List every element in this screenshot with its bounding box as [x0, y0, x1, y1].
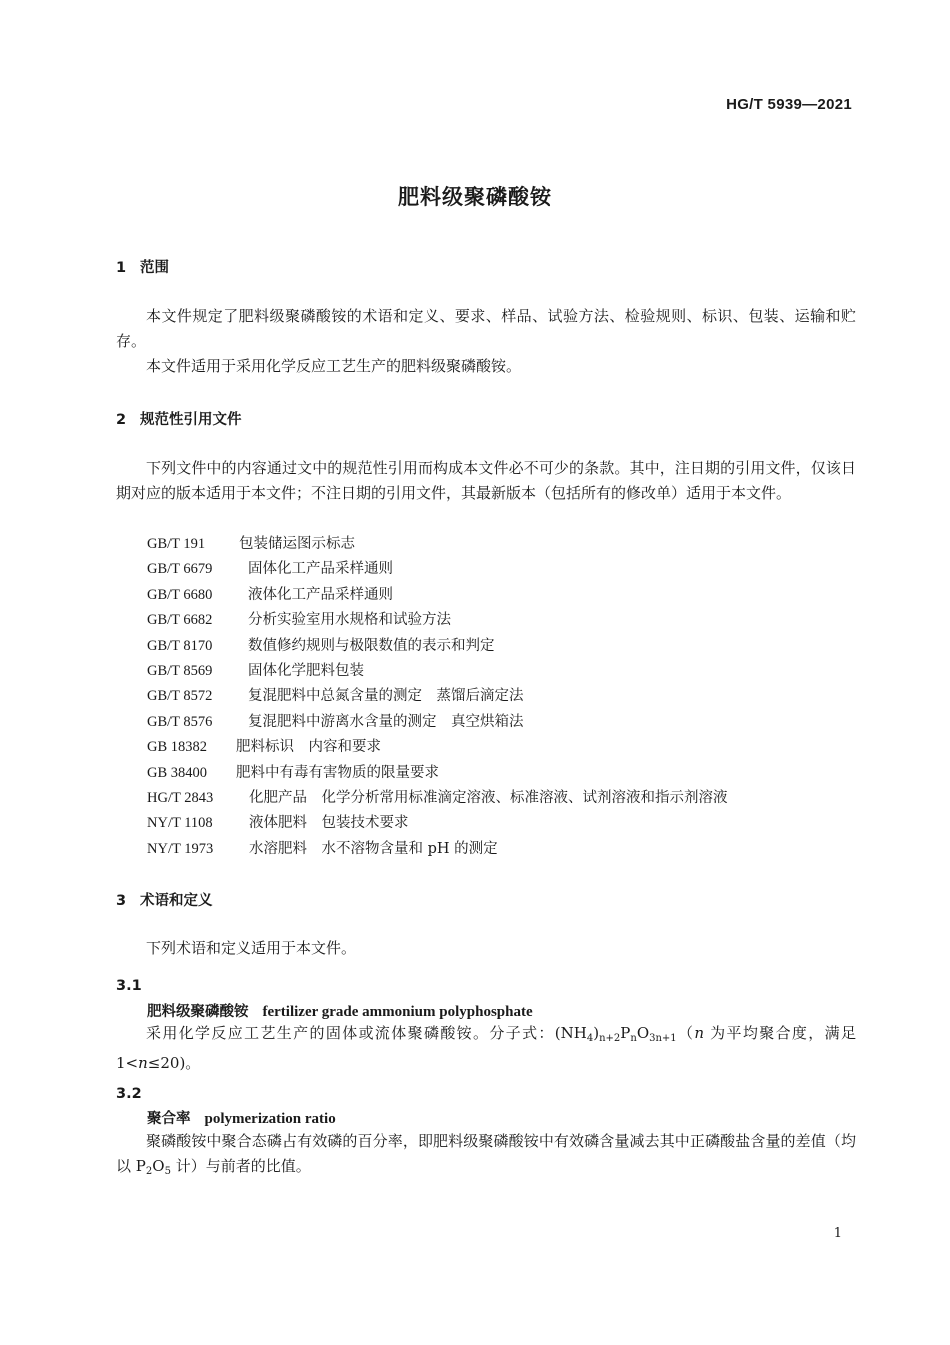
- reference-item: [147, 659, 728, 684]
- reference-title: 复混肥料中游离水含量的测定 真空烘箱法: [248, 713, 524, 730]
- term-3-1-definition: 采用化学反应工艺生产的固体或流体聚磷酸铵。分子式：$(NH_4)_{n+2}P_nO_{3n+1}(n$ 为平均聚合度，满足 1<n≤20)。: [116, 1024, 856, 1072]
- reference-code: GB/T 8170: [147, 637, 213, 654]
- section-title: 范围: [140, 260, 169, 276]
- definition-text: 采用化学反应工艺生产的固体或流体聚磷酸铵。分子式：(NH: [146, 1024, 587, 1042]
- reference-item: [147, 532, 728, 557]
- subscript: 4: [586, 1033, 594, 1044]
- term-3-2-title: [147, 1107, 336, 1128]
- reference-item: [147, 557, 728, 582]
- reference-item: [147, 837, 728, 862]
- section-2-heading: [116, 408, 242, 429]
- term-chinese: 聚合率: [147, 1111, 191, 1127]
- reference-title: 复混肥料中总氮含量的测定 蒸馏后滴定法: [248, 688, 524, 705]
- term-3-1-title: [147, 1000, 533, 1021]
- subscript: 3n+1: [649, 1033, 677, 1044]
- reference-code: GB/T 8576: [147, 713, 213, 730]
- definition-text: （: [676, 1024, 695, 1042]
- section-2-intro: 下列文件中的内容通过文中的规范性引用而构成本文件必不可少的条款。其中，注日期的引用文件，仅该日期对应的版本适用于本文件；不注日期的引用文件，其最新版本（包括所有的修改单）适用于本文件。: [116, 459, 856, 502]
- reference-code: GB/T 6680: [147, 586, 213, 603]
- section-1-heading: [116, 256, 169, 277]
- reference-code: GB 18382: [147, 739, 208, 756]
- reference-title: 数值修约规则与极限数值的表示和判定: [248, 637, 495, 654]
- definition-text: ≤20)。: [147, 1054, 201, 1072]
- reference-code: GB/T 8572: [147, 688, 213, 705]
- definition-text: 计）与前者的比值。: [170, 1157, 311, 1175]
- variable: n: [694, 1024, 705, 1042]
- reference-title: 固体化工产品采样通则: [248, 561, 393, 578]
- section-1-paragraph-2: 本文件适用于采用化学反应工艺生产的肥料级聚磷酸铵。: [146, 357, 522, 375]
- subscript: n: [630, 1033, 637, 1044]
- term-chinese: 肥料级聚磷酸铵: [147, 1004, 249, 1020]
- reference-title: 水溶肥料 水不溶物含量和 pH 的测定: [249, 840, 498, 857]
- definition-text: P: [620, 1024, 631, 1042]
- section-1-paragraph-1: 本文件规定了肥料级聚磷酸铵的术语和定义、要求、样品、试验方法、检验规则、标识、包装、运输和贮存。: [116, 307, 856, 350]
- reference-title: 液体化工产品采样通则: [248, 586, 393, 603]
- term-english: fertilizer grade ammonium polyphosphate: [262, 1004, 533, 1020]
- reference-list: [147, 532, 728, 862]
- subscript: n+2: [599, 1033, 621, 1044]
- definition-text: 聚磷酸铵中聚合态磷占有效磷的百分率，即肥料级聚磷酸铵中有效磷含量减去其中正磷酸盐含量的差值（均以 P: [116, 1132, 856, 1175]
- reference-item: [147, 761, 728, 786]
- definition-text: O: [152, 1157, 165, 1175]
- document-title: 肥料级聚磷酸铵: [398, 185, 552, 209]
- reference-title: 肥料中有毒有害物质的限量要求: [236, 764, 439, 781]
- definition-text: O: [636, 1024, 650, 1042]
- reference-item: [147, 608, 728, 633]
- variable: n: [138, 1054, 148, 1072]
- reference-code: NY/T 1108: [147, 815, 213, 832]
- reference-item: [147, 583, 728, 608]
- reference-title: 液体肥料 包装技术要求: [249, 815, 409, 832]
- section-3-heading: [116, 889, 213, 910]
- definition-text: 为平均聚合度，满足 1<: [116, 1024, 856, 1072]
- reference-item: [147, 786, 728, 811]
- section-number: 2: [116, 412, 127, 428]
- section-number: 1: [116, 260, 127, 276]
- term-english: polymerization ratio: [204, 1111, 336, 1127]
- reference-title: 化肥产品 化学分析常用标准滴定溶液、标准溶液、试剂溶液和指示剂溶液: [249, 789, 728, 806]
- section-number: 3: [116, 893, 127, 909]
- term-number: 3.2: [116, 1086, 142, 1102]
- reference-title: 分析实验室用水规格和试验方法: [248, 612, 451, 629]
- reference-code: GB/T 8569: [147, 662, 213, 679]
- reference-title: 固体化学肥料包装: [248, 662, 364, 679]
- standard-code: HG/T 5939—2021: [726, 96, 852, 113]
- section-3-intro: 下列术语和定义适用于本文件。: [146, 939, 357, 957]
- reference-title: 肥料标识 内容和要求: [236, 739, 381, 756]
- reference-code: GB/T 191: [147, 536, 206, 552]
- reference-code: GB/T 6682: [147, 612, 213, 629]
- reference-title: 包装储运图示标志: [239, 536, 355, 552]
- reference-code: NY/T 1973: [147, 840, 214, 857]
- reference-item: [147, 811, 728, 836]
- page-number: 1: [833, 1226, 842, 1241]
- reference-item: [147, 634, 728, 659]
- subscript: 2: [145, 1166, 153, 1177]
- reference-code: GB 38400: [147, 764, 208, 781]
- reference-item: [147, 684, 728, 709]
- term-number: 3.1: [116, 978, 142, 994]
- reference-code: GB/T 6679: [147, 561, 213, 578]
- reference-item: [147, 710, 728, 735]
- section-title: 规范性引用文件: [140, 412, 242, 428]
- reference-code: HG/T 2843: [147, 789, 214, 806]
- term-3-2-definition: [116, 1129, 856, 1184]
- subscript: 5: [164, 1166, 171, 1177]
- section-title: 术语和定义: [140, 893, 213, 909]
- reference-item: [147, 735, 728, 760]
